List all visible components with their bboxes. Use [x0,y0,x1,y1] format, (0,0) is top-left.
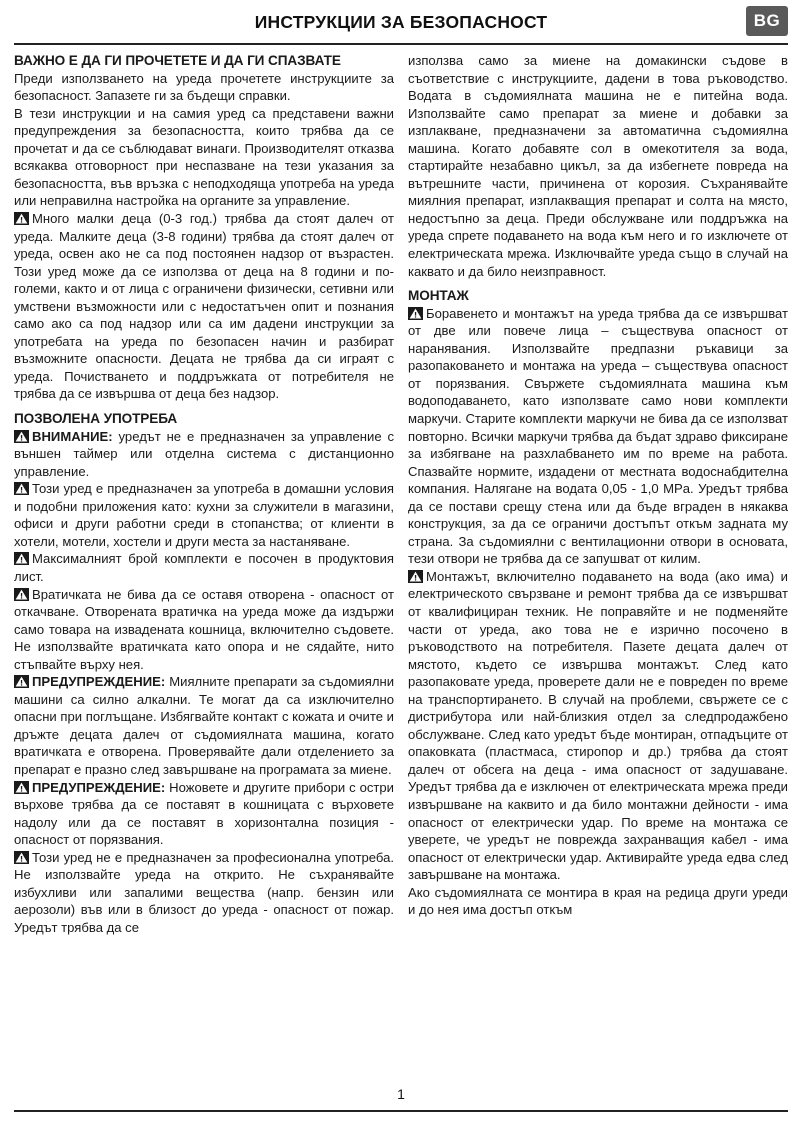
paragraph-text: Ако съдомиялната се монтира в края на редица други уреди и до нея има достъп откъм [408,884,788,918]
paragraph-text: Този уред е предназначен за употреба в домашни условия и подобни приложения като: кухни за служители в магазини, офиси и други работни среди в стопанства; от клиенти в хотели, мотели, хостели и други места за настаняване. [14,481,394,549]
content-columns [14,52,788,1082]
header-divider [14,43,788,45]
paragraph-qualified-technician [408,568,788,884]
paragraph-text: използва само за миене на домакински съдове в съответствие с инструкциите, дадени в това ръководство. Водата в съдомиялната машина не е питейна вода. Използвайте само препарат за миене и добавки за изплакване, предназначени за автоматична съдомиялна машина. Когато добавяте сол в омекотителя за вода, стартирайте незабавно цикъл, за да избегнете повреда на вътрешните части, причинена от корозия. Съхранявайте миялния препарат, изплакващия препарат и солта на място, недостъпно за деца. Преди обслужване или поддръжка на уреда спрете подаването на вода към него и го изключете от електрическата мрежа. Изключвайте уреда също в случай на каквато и да било неизправност. [408,53,788,279]
paragraph-end-of-row-installation [408,884,788,919]
paragraph-text: Максималният брой комплекти е посочен в продуктовия лист. [14,551,394,584]
page-number: 1 [397,1086,405,1102]
paragraph-text: Много малки деца (0-3 год.) трябва да стоят далеч от уреда. Малките деца (3-8 години) трябва да стоят далеч от уреда, освен ако не са под постоянен надзор от възрастен. Този уред може да се използва от деца на 8 години и по-големи, както и от лица с ограничени физически, сетивни или умствени възможности или с недостатъчен опит и познания само ако са под надзор или са им дадени инструкции за употребата на уреда по безопасен начин и разбират възможните опасности. Децата не трябва да си играят с уреда. Почистването и поддръжката от потребителя не трябва да се извършва от деца без надзор. [14,210,394,402]
warning-label: ПРЕДУПРЕЖДЕНИЕ: [32,779,166,795]
warning-triangle-icon [14,588,29,601]
warning-label: ПРЕДУПРЕЖДЕНИЕ: [32,674,166,690]
warning-triangle-icon [408,307,423,320]
section-heading-permitted-use: ПОЗВОЛЕНА УПОТРЕБА [14,410,178,426]
warning-triangle-icon [14,675,29,688]
paragraph-text: Вратичката не бива да се оставя отворена - опасност от откачване. Отворената вратичка на уреда може да издържи само товара на извадената кошница, включително съдовете. Не използвайте вратичката като опора и не сядайте, нито стъпвайте върху нея. [14,586,394,672]
paragraph-max-place-settings [14,550,394,585]
warning-triangle-icon [14,781,29,794]
warning-triangle-icon [14,552,29,565]
left-column [14,52,394,936]
paragraph-text: Преди използването на уреда прочетете инструкциите за безопасност. Запазете ги за бъдещи справки. [14,70,394,104]
paragraph-detergent-warning [14,673,394,778]
warning-triangle-icon [14,212,29,225]
section-heading-installation: МОНТАЖ [408,288,469,304]
right-column [408,52,788,919]
paragraph-text: уредът не е предназначен за управление с външен таймер или отделна система с дистанционно управление. [14,428,394,479]
paragraph-handling-installation [408,305,788,568]
warning-triangle-icon [14,482,29,495]
warning-triangle-icon [408,570,423,583]
attention-label: ВНИМАНИЕ: [32,428,113,444]
language-badge: BG [746,6,788,36]
paragraph-text: Ножовете и другите прибори с остри върхове трябва да се поставят в кошницата с върховете надолу или да се поставят в хоризонтална позиция - опасност от порязвания. [14,779,394,848]
paragraph-text: Монтажът, включително подаването на вода (ако има) и електрическото свързване и ремонт трябва да се извършват от квалифициран техник. Не поправяйте и не подменяйте части от уреда, ако това не е изрично посочено в ръководството на потребителя. Пазете децата далеч от мястото, където се извършва монтажът. След като разопаковате уреда, проверете дали не е повреден по време на транспортирането. В случай на проблеми, свържете се с дистрибутора или най-близкия отдел за следпродажбено обслужване. След като уредът бъде монтиран, отпадъците от опаковката (пластмаса, стиропор и др.) трябва да стоят далеч от обсега на деца - има опасност от задушаване. Уредът трябва да е изключен от електрическата мрежа преди извършване на каквито и да било монтажни дейности - има опасност от електрически удар. По време на монтажа се уверете, че уредът не поврежда захранващия кабел - има опасност от електрически удар. Активирайте уреда едва след завършване на монтажа. [408,568,788,883]
paragraph-non-professional-use [14,849,394,937]
paragraph-attention-timer [14,428,394,481]
paragraph-read-instructions [14,70,394,105]
warning-triangle-icon [14,430,29,443]
paragraph-text: В тези инструкции и на самия уред са представени важни предупреждения за безопасността, които трябва да се прочетат и да се съблюдават винаги. Производителят отказва всякаква отговорност при неспазване на тези указания за безопасността, във връзка с неподходяща употреба на уреда или неправилна настройка на органите за управление. [14,105,394,209]
paragraph-domestic-use [14,480,394,550]
paragraph-text: Миялните препарати за съдомиялни машини са силно алкални. Те могат да са изключително опасни при поглъщане. Избягвайте контакт с кожата и очите и дръжте децата далеч от съдомиялната машина, когато вратичката е отворена. Проверявайте дали отделението за препарат е празно след завършване на програмата за миене. [14,674,395,777]
warning-triangle-icon [14,851,29,864]
footer-divider [14,1110,788,1112]
paragraph-warnings-presented [14,105,394,210]
paragraph-children-safety [14,210,394,403]
page-header [14,0,788,44]
paragraph-text: Този уред не е предназначен за професионална употреба. Не използвайте уреда на открито. Не съхранявайте избухливи или запалими вещества (напр. бензин или аерозоли) във или в близост до уреда - опасност от пожар. Уредът трябва да се [14,849,394,935]
paragraph-dishwashing-use-continued [408,52,788,280]
paragraph-knives-warning [14,779,394,849]
paragraph-door-open-hazard [14,586,394,674]
paragraph-text: Боравенето и монтажът на уреда трябва да се извършват от две или повече лица – съществува опасност от наранявания. Използвайте предпазни ръкавици за разопаковането и монтажа на уреда – съществува опасност от порязвания. Свържете съдомиялната машина към водоподаването, като използвате само нови комплекти маркучи. Старите комплекти маркучи не бива да се използват повторно. Всички маркучи трябва да бъдат здраво фиксиране за избягване на разхлабването им по време на работа. Спазвайте нормите, издадени от местната водоснабдителна компания. Налягане на водата 0,05 - 1,0 MPa. Уредът трябва да се постави срещу стена или да бъде вграден в някаква конструкция, за да се ограничи достъпът откъм задната му страна. За съдомиялни с вентилационни отвори в основата, тези отвори не трябва да се запушват от килим. [408,305,788,567]
section-heading-important: ВАЖНО Е ДА ГИ ПРОЧЕТЕТЕ И ДА ГИ СПАЗВАТЕ [14,53,341,68]
page-title: ИНСТРУКЦИИ ЗА БЕЗОПАСНОСТ [254,12,548,32]
